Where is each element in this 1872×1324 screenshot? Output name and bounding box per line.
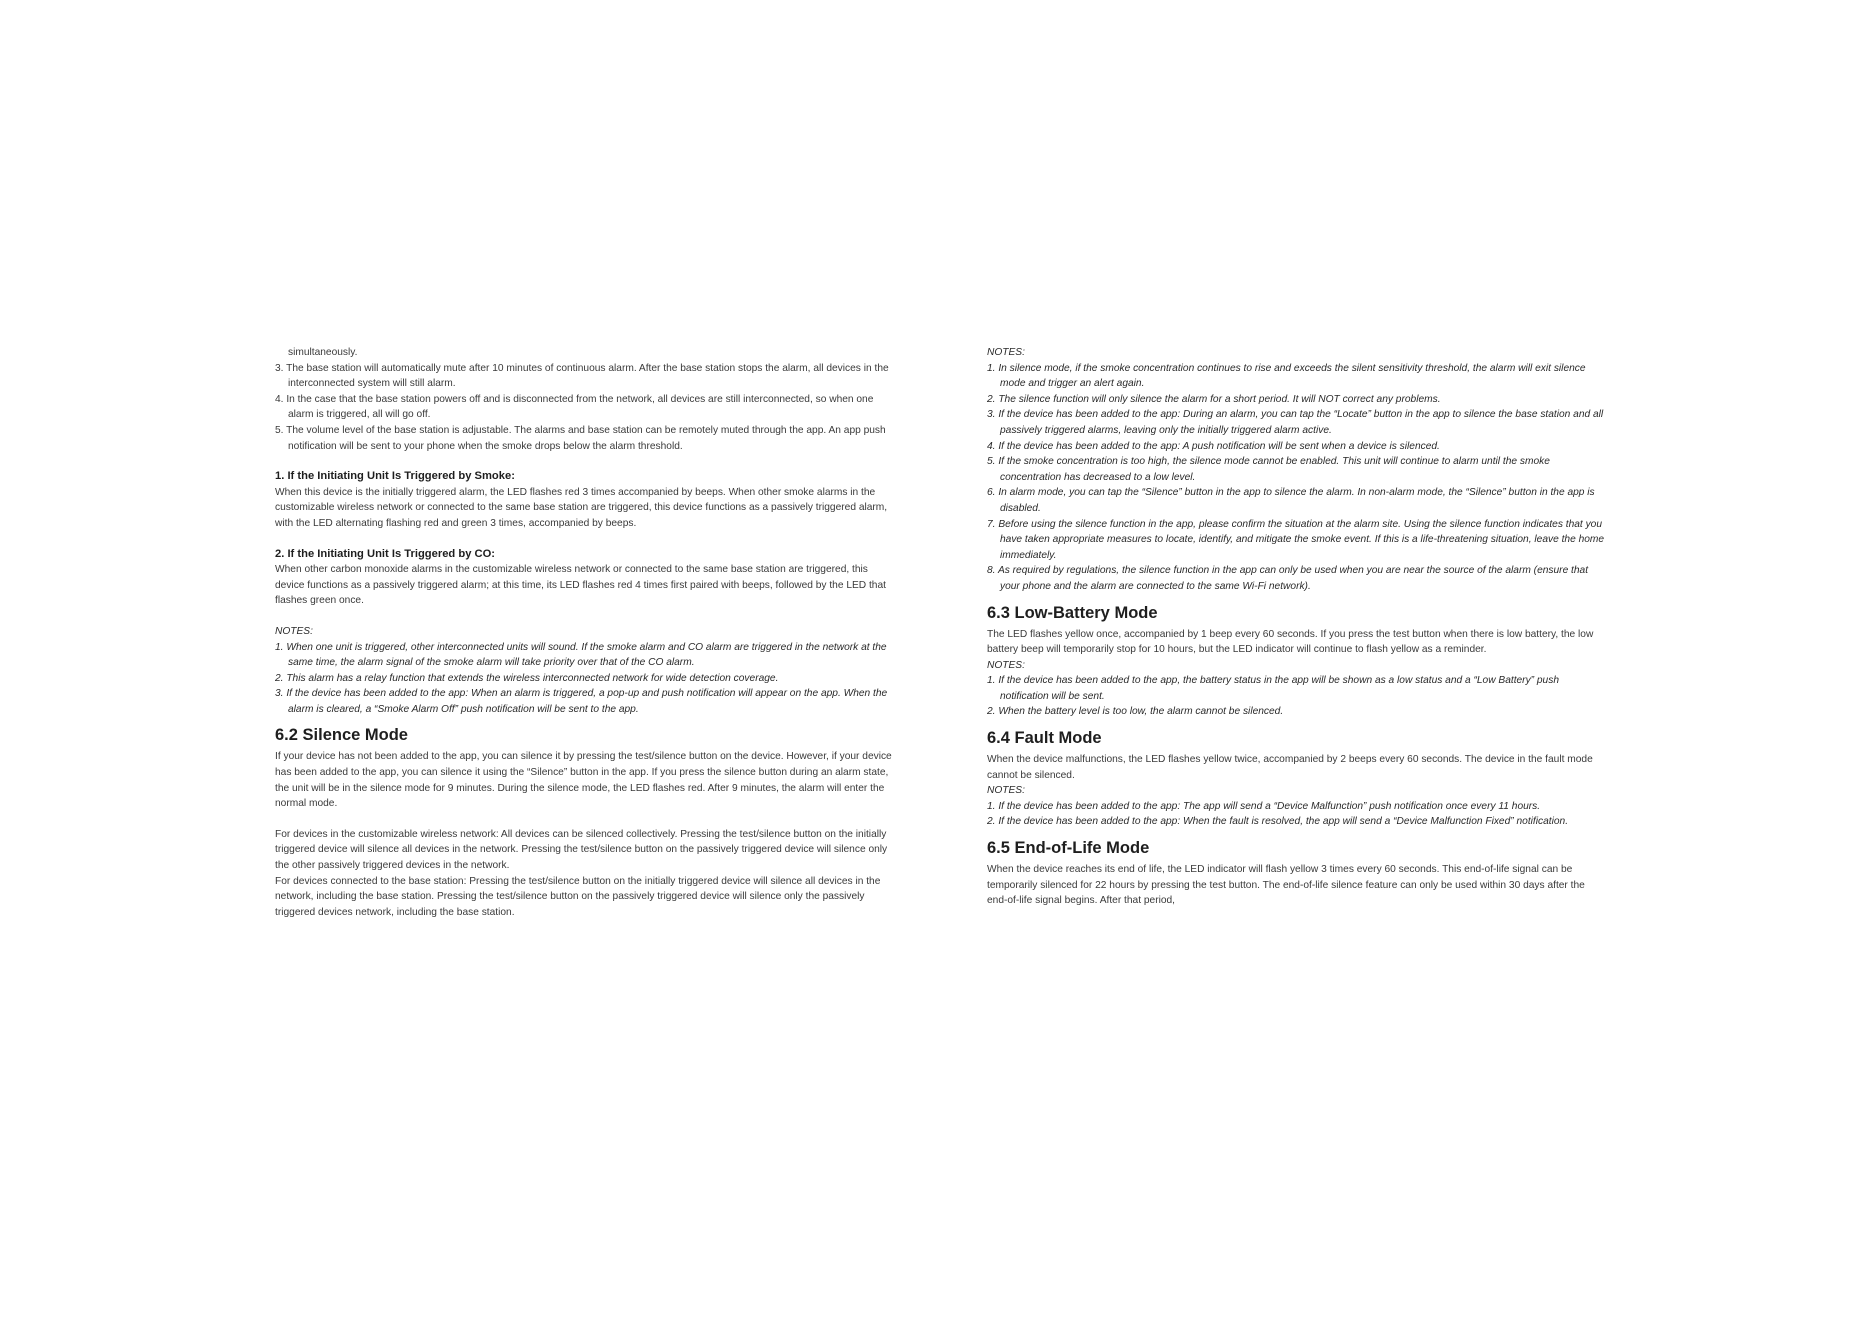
note-item-2: 2. The silence function will only silence the alarm for a short period. It will NOT correct any problems. xyxy=(987,393,1441,405)
fault-notes-label: NOTES: xyxy=(987,785,1025,797)
note-item-1: 1. When one unit is triggered, other interconnected units will sound. If the smoke alarm and CO alarm are triggered in the network at the same time, the alarm signal of the smoke alarm will take priority over that of the CO alarm. xyxy=(275,641,887,669)
silence-mode-heading: 6.2 Silence Mode xyxy=(275,726,408,745)
smoke-trigger-heading: 1. If the Initiating Unit Is Triggered by Smoke: xyxy=(275,470,515,483)
silence-mode-paragraph-1: If your device has not been added to the app, you can silence it by pressing the test/silence button on the device. However, if your device has been added to the app, you can silence it using the “Silence” button in the app. If you press the silence button during an alarm state, the unit will be in the silence mode for 9 minutes. During the silence mode, the LED flashes red. After 9 minutes, the alarm will enter the normal mode. xyxy=(275,751,892,810)
intro-item-5: 5. The volume level of the base station is adjustable. The alarms and base station can be remotely muted through the app. An app push notification will be sent to your phone when the smoke drops below the alarm threshold. xyxy=(275,424,886,452)
smoke-trigger-text: When this device is the initially triggered alarm, the LED flashes red 3 times accompanied by beeps. When other smoke alarms in the customizable wireless network or connected to the same base station are triggered, this device functions as a passively triggered alarm, with the LED alternating flashing red and green 3 times, accompanied by beeps. xyxy=(275,486,888,529)
end-of-life-text: When the device reaches its end of life, the LED indicator will flash yellow 3 times every 60 seconds. This end-of-life signal can be temporarily silenced for 22 hours by pressing the test button. The end-of-life silence feature can only be used within 30 days after the end-of-life signal begins. After that period, xyxy=(987,864,1585,907)
silence-mode-paragraph-2: For devices in the customizable wireless network: All devices can be silenced collectively. Pressing the test/silence button on the initially triggered device will silence all devices in the network. Pressing the test/silence button on the passively triggered device will silence only the other passively triggered devices in the network. xyxy=(275,828,888,872)
intro-item-3: 3. The base station will automatically mute after 10 minutes of continuous alarm. After the base station stops the alarm, all devices in the interconnected system will still alarm. xyxy=(275,362,889,390)
note-item-6: 6. In alarm mode, you can tap the “Silence” button in the app to silence the alarm. In non-alarm mode, the “Silence” button in the app is disabled. xyxy=(987,487,1595,514)
co-trigger-text: When other carbon monoxide alarms in the customizable wireless network or connected to the same base station are triggered, this device functions as a passively triggered alarm; at this time, its LED flashes red 4 times first paired with beeps, followed by the LED that flashes green once. xyxy=(275,564,886,607)
low-battery-notes-label: NOTES: xyxy=(987,659,1025,671)
silence-mode-paragraph-3: For devices connected to the base station: Pressing the test/silence button on the initially triggered device will silence all devices in the network, including the base station. Pressing the test/silence button on the passively triggered device will silence only the passively triggered devices network, including the base station. xyxy=(275,875,881,918)
fault-note-2: 2. If the device has been added to the app: When the fault is resolved, the app will send a “Device Malfunction Fixed” notification. xyxy=(987,816,1569,828)
low-battery-note-1: 1. If the device has been added to the app, the battery status in the app will be shown as a low status and a “Low Battery” push notification will be sent. xyxy=(987,675,1559,702)
note-item-4: 4. If the device has been added to the app: A push notification will be sent when a device is silenced. xyxy=(987,440,1440,452)
note-item-3: 3. If the device has been added to the app: During an alarm, you can tap the “Locate” button in the app to silence the base station and all passively triggered alarms, leaving only the initially triggered alarm active. xyxy=(987,409,1604,436)
right-page-column xyxy=(987,345,1607,909)
end-of-life-heading: 6.5 End-of-Life Mode xyxy=(987,839,1150,858)
note-item-7: 7. Before using the silence function in the app, please confirm the situation at the alarm site. Using the silence function indicates that you have taken appropriate measures to locate, identify, and mitigate the smoke event. If this is a life-threatening situation, leave the home immediately. xyxy=(987,518,1605,561)
notes-label: NOTES: xyxy=(987,347,1025,358)
fault-mode-text: When the device malfunctions, the LED flashes yellow twice, accompanied by 2 beeps every 60 seconds. The device in the fault mode cannot be silenced. xyxy=(987,754,1593,781)
co-trigger-heading: 2. If the Initiating Unit Is Triggered by CO: xyxy=(275,547,496,560)
note-item-8: 8. As required by regulations, the silence function in the app can only be used when you are near the source of the alarm (ensure that your phone and the alarm are connected to the same Wi-Fi network). xyxy=(987,565,1589,592)
note-item-2: 2. This alarm has a relay function that extends the wireless interconnected network for wide detection coverage. xyxy=(275,672,779,684)
fault-note-1: 1. If the device has been added to the app: The app will send a “Device Malfunction” push notification once every 11 hours. xyxy=(987,800,1541,812)
notes-label: NOTES: xyxy=(275,625,313,637)
left-page-column xyxy=(275,345,895,920)
note-item-5: 5. If the smoke concentration is too high, the silence mode cannot be enabled. This unit will continue to alarm until the smoke concentration has decreased to a low level. xyxy=(987,456,1550,483)
intro-continuation: simultaneously. xyxy=(288,347,358,358)
low-battery-note-2: 2. When the battery level is too low, the alarm cannot be silenced. xyxy=(987,706,1284,718)
fault-mode-heading: 6.4 Fault Mode xyxy=(987,729,1102,748)
low-battery-text: The LED flashes yellow once, accompanied by 1 beep every 60 seconds. If you press the test button when there is low battery, the low battery beep will temporarily stop for 10 hours, but the LED indicator will continue to flash yellow as a reminder. xyxy=(987,628,1594,656)
note-item-3: 3. If the device has been added to the app: When an alarm is triggered, a pop-up and push notification will appear on the app. When the alarm is cleared, a “Smoke Alarm Off” push notification will be sent to the app. xyxy=(275,688,888,715)
intro-item-4: 4. In the case that the base station powers off and is disconnected from the network, all devices are still interconnected, so when one alarm is triggered, all will go off. xyxy=(275,393,874,421)
note-item-1: 1. In silence mode, if the smoke concentration continues to rise and exceeds the silent sensitivity threshold, the alarm will exit silence mode and trigger an alert again. xyxy=(987,362,1586,390)
low-battery-heading: 6.3 Low-Battery Mode xyxy=(987,603,1158,622)
